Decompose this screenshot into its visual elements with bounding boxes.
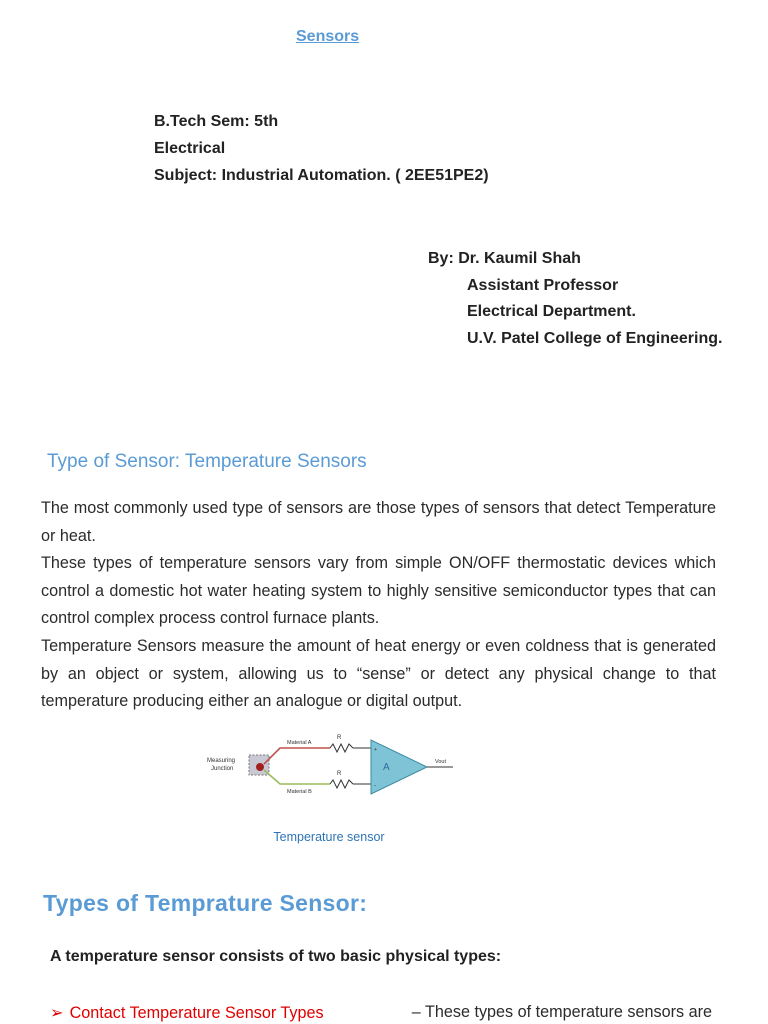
course-semester: B.Tech Sem: 5th bbox=[154, 113, 279, 130]
wire-material-a bbox=[264, 748, 330, 764]
bullet-contact-sensor bbox=[50, 1003, 712, 1023]
resistor-top bbox=[330, 744, 353, 752]
course-subject: Subject: Industrial Automation. ( 2EE51PE2) bbox=[154, 167, 489, 184]
paragraph-3: Temperature Sensors measure the amount of heat energy or even coldness that is generated by an object or system, allowing us to “sense” or detect any physical change to that temperature producing either an analogue or digital output. bbox=[41, 636, 716, 711]
temperature-sensor-diagram bbox=[205, 728, 455, 820]
types-intro: A temperature sensor consists of two basic physical types: bbox=[50, 948, 502, 965]
paragraph-2: These types of temperature sensors vary from simple ON/OFF thermostatic devices which control a domestic hot water heating system to highly sensitive semiconductor types that can control complex process control furnace plants. bbox=[41, 554, 716, 628]
resistor-bottom-label: R bbox=[337, 771, 342, 777]
measuring-label-2: Junction bbox=[211, 766, 234, 772]
paragraph-1: The most commonly used type of sensors are those types of sensors that detect Temperature or heat. bbox=[41, 499, 716, 545]
resistor-bottom bbox=[330, 780, 353, 788]
material-a-label: Material A bbox=[287, 740, 312, 746]
figure-caption: Temperature sensor bbox=[273, 830, 385, 844]
course-branch: Electrical bbox=[154, 140, 226, 157]
measuring-label-1: Measuring bbox=[207, 758, 236, 764]
amplifier-triangle bbox=[371, 740, 427, 794]
junction-dot bbox=[256, 763, 264, 771]
material-b-label: Material B bbox=[287, 789, 312, 795]
bullet-arrow-icon: ➢ bbox=[50, 1004, 64, 1022]
amp-plus: + bbox=[374, 747, 377, 753]
bullet-text: – These types of temperature sensors are bbox=[411, 1003, 712, 1021]
amp-label: A bbox=[383, 762, 390, 773]
author-department: Electrical Department. bbox=[467, 303, 636, 320]
document-title: Sensors bbox=[296, 28, 360, 45]
contact-sensor-link[interactable]: Contact Temperature Sensor Types bbox=[69, 1004, 324, 1022]
resistor-top-label: R bbox=[337, 735, 342, 741]
author-college: U.V. Patel College of Engineering. bbox=[467, 330, 723, 347]
section-body bbox=[41, 495, 716, 716]
types-heading: Types of Temprature Sensor: bbox=[43, 890, 368, 916]
author-name: By: Dr. Kaumil Shah bbox=[428, 250, 581, 267]
wire-material-b bbox=[264, 770, 330, 784]
vout-label: Vout bbox=[435, 759, 447, 765]
section-heading: Type of Sensor: Temperature Sensors bbox=[47, 451, 367, 472]
author-designation: Assistant Professor bbox=[467, 277, 619, 294]
amp-minus: - bbox=[374, 783, 376, 789]
